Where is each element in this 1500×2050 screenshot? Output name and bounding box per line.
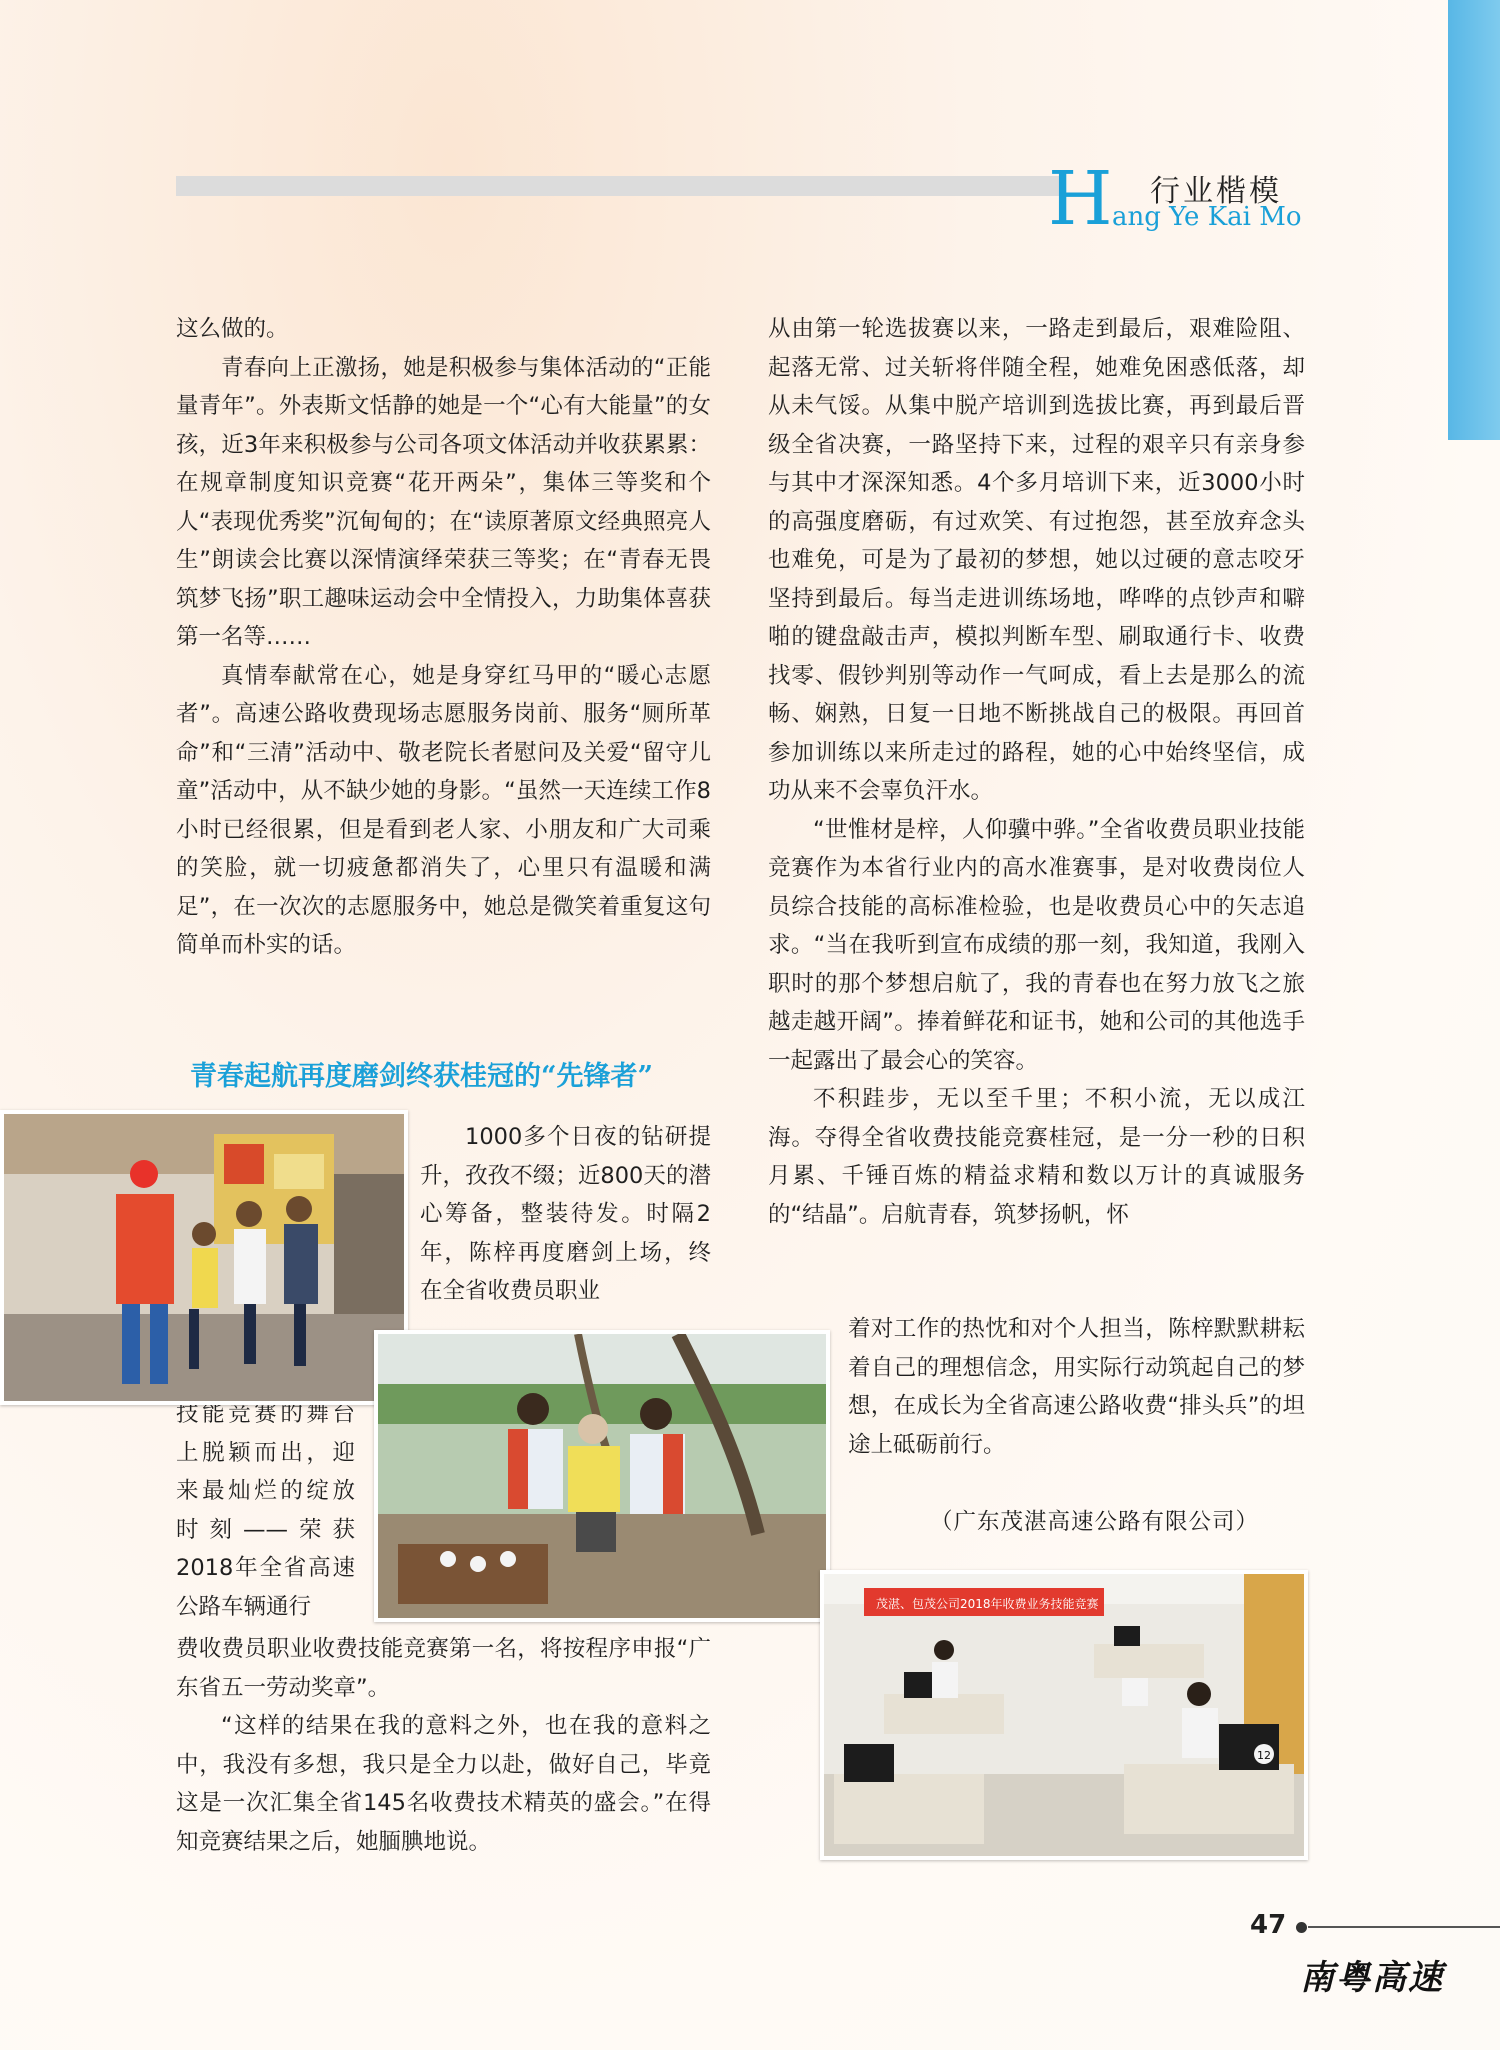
photo-volunteers-elderly (374, 1330, 830, 1622)
left-column-top (176, 310, 711, 965)
mid-paragraph (420, 1118, 711, 1311)
photo-volunteers-elderly-image (378, 1334, 826, 1618)
paragraph: 青春向上正激扬，她是积极参与集体活动的“正能量青年”。外表斯文恬静的她是一个“心有大能量”的女孩，近3年来积极参与公司各项文体活动并收获累累：在规章制度知识竞赛“花开两朵”，集体三等奖和个人“表现优秀奖”沉甸甸的；在“读原著原文经典照亮人生”朗读会比赛以深情演绎荣获三等奖；在“青春无畏筑梦飞扬”职工趣味运动会中全情投入，力助集体喜获第一名等…… (176, 354, 711, 650)
paragraph: 这么做的。 (176, 316, 289, 342)
seat-number: 12 (1257, 1749, 1271, 1762)
paragraph: 从由第一轮选拔赛以来，一路走到最后，艰难险阻、起落无常、过关斩将伴随全程，她难免困惑低落，却从未气馁。从集中脱产培训到选拔比赛，再到最后晋级全省决赛，一路坚持下来，过程的艰辛只有亲身参与其中才深深知悉。4个多月培训下来，近3000小时的高强度磨砺，有过欢笑、有过抱怨，甚至放弃念头也难免，可是为了最初的梦想，她以过硬的意志咬牙坚持到最后。每当走进训练场地，哗哗的点钞声和噼啪的键盘敲击声，模拟判断车型、刷取通行卡、收费找零、假钞判别等动作一气呵成，看上去是那么的流畅、娴熟，日复一日地不断挑战自己的极限。再回首参加训练以来所走过的路程，她的心中始终坚信，成功从来不会辜负汗水。 (768, 316, 1305, 804)
side-color-tab (1448, 0, 1500, 440)
photo-volunteer-children-image (4, 1114, 404, 1401)
right-column-top (768, 310, 1305, 1234)
paragraph: 着对工作的热忱和对个人担当，陈梓默默耕耘着自己的理想信念，用实际行动筑起自己的梦想，在成长为全省高速公路收费“排头兵”的坦途上砥砺前行。 (848, 1316, 1305, 1458)
narrow-paragraph (176, 1395, 355, 1626)
article-source: （广东茂湛高速公路有限公司） (930, 1509, 1260, 1535)
competition-banner: 茂湛、包茂公司2018年收费业务技能竞赛 (876, 1597, 1099, 1611)
paragraph: “世惟材是梓，人仰骥中骅。”全省收费员职业技能竞赛作为本省行业内的高水准赛事，是对收费岗位人员综合技能的高标准检验，也是收费员心中的矢志追求。“当在我听到宣布成绩的那一刻，我知道，我刚入职时的那个梦想启航了，我的青春也在努力放飞之旅越走越开阔”。捧着鲜花和证书，她和公司的其他选手一起露出了最会心的笑容。 (768, 816, 1305, 1074)
paragraph: 1000多个日夜的钻研提升，孜孜不缀；近800天的潜心筹备，整装待发。时隔2年，陈梓再度磨剑上场，终在全省收费员职业 (420, 1124, 711, 1304)
left-column-bottom (176, 1630, 711, 1861)
paragraph: 技能竞赛的舞台上脱颖而出，迎来最灿烂的绽放时刻——荣获2018年全省高速公路车辆通行 (176, 1401, 355, 1620)
photo-volunteer-children (0, 1110, 408, 1405)
section-brand-initial: H (1048, 156, 1113, 242)
section-title-en: ang Ye Kai Mo (1112, 202, 1302, 232)
right-column-continuation (848, 1310, 1305, 1464)
footer-rule (1308, 1926, 1500, 1928)
magazine-logo: 南粤高速 (1300, 1958, 1444, 1998)
paragraph: 费收费员职业收费技能竞赛第一名，将按程序申报“广东省五一劳动奖章”。 (176, 1636, 711, 1701)
photo-competition-room-image (824, 1574, 1304, 1856)
paragraph: 不积跬步，无以至千里；不积小流，无以成江海。夺得全省收费技能竞赛桂冠，是一分一秒的日积月累、千锤百炼的精益求精和数以万计的真诚服务的“结晶”。启航青春，筑梦扬帆，怀 (768, 1086, 1305, 1228)
paragraph: 真情奉献常在心，她是身穿红马甲的“暖心志愿者”。高速公路收费现场志愿服务岗前、服务“厕所革命”和“三清”活动中、敬老院长者慰问及关爱“留守儿童”活动中，从不缺少她的身影。“虽然一天连续工作8小时已经很累，但是看到老人家、小朋友和广大司乘的笑脸，就一切疲惫都消失了，心里只有温暖和满足”，在一次次的志愿服务中，她总是微笑着重复这句简单而朴实的话。 (176, 662, 711, 958)
paragraph: “这样的结果在我的意料之外，也在我的意料之中，我没有多想，我只是全力以赴，做好自己，毕竟这是一次汇集全省145名收费技术精英的盛会。”在得知竞赛结果之后，她腼腆地说。 (176, 1713, 711, 1855)
page-number-dot (1296, 1922, 1307, 1933)
page-number: 47 (1250, 1910, 1287, 1940)
section-heading: 青春起航再度磨剑终获桂冠的“先锋者” (190, 1061, 654, 1092)
section-title-cn: 行业楷模 (1150, 174, 1282, 209)
photo-competition-room (820, 1570, 1308, 1860)
header-bar (176, 176, 1064, 196)
